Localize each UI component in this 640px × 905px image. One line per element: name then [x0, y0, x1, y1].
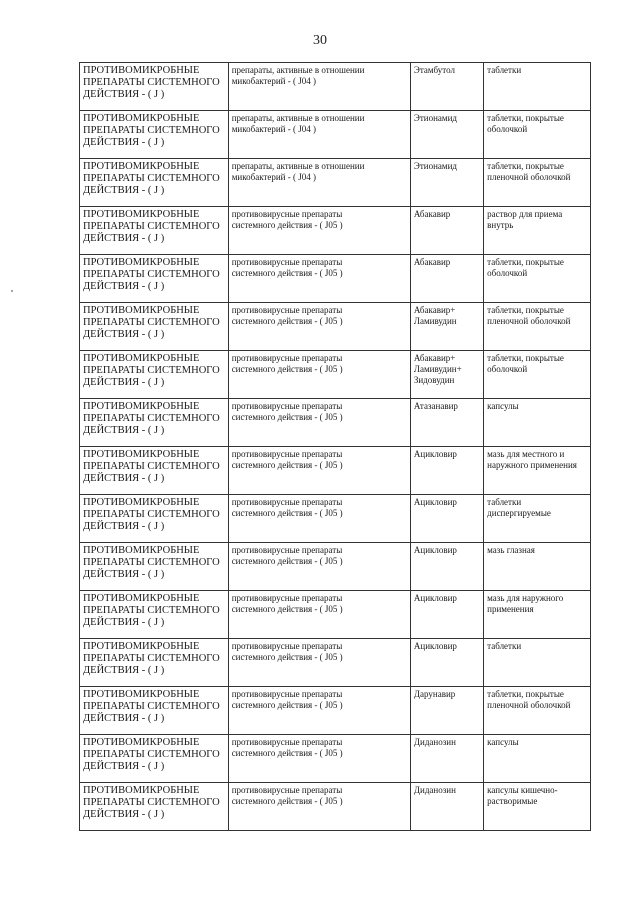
- drug-name-cell: [410, 303, 483, 351]
- subgroup-cell-text: противовирусные препараты системного действия - ( J05 ): [231, 545, 343, 566]
- table-row: [80, 111, 591, 159]
- table-row: [80, 495, 591, 543]
- drug-name-cell: [410, 351, 483, 399]
- table-row: [80, 159, 591, 207]
- dosage-form-cell-text: капсулы: [487, 737, 519, 747]
- subgroup-cell: [228, 111, 410, 159]
- subgroup-cell-text: противовирусные препараты системного действия - ( J05 ): [231, 353, 343, 374]
- group-cell-text: ПРОТИВОМИКРОБНЫЕ ПРЕПАРАТЫ СИСТЕМНОГО ДЕЙСТВИЯ - ( J ): [83, 497, 220, 532]
- subgroup-cell: [228, 303, 410, 351]
- drug-name-cell: [410, 207, 483, 255]
- group-cell-text: ПРОТИВОМИКРОБНЫЕ ПРЕПАРАТЫ СИСТЕМНОГО ДЕЙСТВИЯ - ( J ): [83, 305, 220, 340]
- drug-name-cell-text: Этионамид: [413, 161, 457, 171]
- subgroup-cell-text: противовирусные препараты системного действия - ( J05 ): [231, 449, 343, 470]
- group-cell: [80, 687, 229, 735]
- drug-name-cell: [410, 687, 483, 735]
- subgroup-cell: [228, 447, 410, 495]
- table-row: [80, 687, 591, 735]
- drug-name-cell-text: Дарунавир: [413, 689, 456, 699]
- dosage-form-cell-text: таблетки: [487, 641, 522, 651]
- group-cell: [80, 255, 229, 303]
- group-cell-text: ПРОТИВОМИКРОБНЫЕ ПРЕПАРАТЫ СИСТЕМНОГО ДЕЙСТВИЯ - ( J ): [83, 353, 220, 388]
- dosage-form-cell: [484, 543, 591, 591]
- subgroup-cell-text: препараты, активные в отношении микобактерий - ( J04 ): [231, 65, 365, 86]
- table-row: [80, 447, 591, 495]
- drug-name-cell: [410, 783, 483, 831]
- drug-name-cell: [410, 639, 483, 687]
- group-cell-text: ПРОТИВОМИКРОБНЫЕ ПРЕПАРАТЫ СИСТЕМНОГО ДЕЙСТВИЯ - ( J ): [83, 641, 220, 676]
- subgroup-cell: [228, 399, 410, 447]
- dosage-form-cell: [484, 207, 591, 255]
- table-row: [80, 63, 591, 111]
- dosage-form-cell-text: раствор для приема внутрь: [487, 209, 563, 230]
- dosage-form-cell-text: таблетки, покрытые оболочкой: [487, 353, 564, 374]
- table-body: [80, 63, 591, 831]
- subgroup-cell-text: препараты, активные в отношении микобактерий - ( J04 ): [231, 113, 365, 134]
- group-cell-text: ПРОТИВОМИКРОБНЫЕ ПРЕПАРАТЫ СИСТЕМНОГО ДЕЙСТВИЯ - ( J ): [83, 449, 220, 484]
- group-cell: [80, 495, 229, 543]
- table-row: [80, 255, 591, 303]
- drug-name-cell: [410, 111, 483, 159]
- subgroup-cell-text: препараты, активные в отношении микобактерий - ( J04 ): [231, 161, 365, 182]
- group-cell-text: ПРОТИВОМИКРОБНЫЕ ПРЕПАРАТЫ СИСТЕМНОГО ДЕЙСТВИЯ - ( J ): [83, 545, 220, 580]
- group-cell: [80, 447, 229, 495]
- drug-list-table: [79, 62, 591, 831]
- drug-name-cell-text: Абакавир+ Ламивудин+ Зидовудин: [413, 353, 462, 385]
- drug-name-cell-text: Этионамид: [413, 113, 457, 123]
- group-cell: [80, 543, 229, 591]
- group-cell: [80, 207, 229, 255]
- drug-name-cell-text: Этамбутол: [413, 65, 455, 75]
- table-row: [80, 591, 591, 639]
- group-cell: [80, 63, 229, 111]
- table-row: [80, 303, 591, 351]
- dosage-form-cell: [484, 255, 591, 303]
- group-cell-text: ПРОТИВОМИКРОБНЫЕ ПРЕПАРАТЫ СИСТЕМНОГО ДЕЙСТВИЯ - ( J ): [83, 161, 220, 196]
- subgroup-cell-text: противовирусные препараты системного действия - ( J05 ): [231, 689, 343, 710]
- dosage-form-cell-text: мазь для наружного применения: [487, 593, 564, 614]
- dosage-form-cell: [484, 687, 591, 735]
- dosage-form-cell-text: таблетки: [487, 65, 522, 75]
- subgroup-cell: [228, 783, 410, 831]
- subgroup-cell-text: противовирусные препараты системного действия - ( J05 ): [231, 785, 343, 806]
- dosage-form-cell-text: капсулы кишечно- растворимые: [487, 785, 558, 806]
- group-cell: [80, 639, 229, 687]
- subgroup-cell: [228, 687, 410, 735]
- subgroup-cell-text: противовирусные препараты системного действия - ( J05 ): [231, 305, 343, 326]
- drug-name-cell: [410, 591, 483, 639]
- group-cell-text: ПРОТИВОМИКРОБНЫЕ ПРЕПАРАТЫ СИСТЕМНОГО ДЕЙСТВИЯ - ( J ): [83, 689, 220, 724]
- drug-name-cell: [410, 495, 483, 543]
- group-cell: [80, 351, 229, 399]
- subgroup-cell-text: противовирусные препараты системного действия - ( J05 ): [231, 209, 343, 230]
- drug-name-cell-text: Ацикловир: [413, 545, 457, 555]
- subgroup-cell: [228, 207, 410, 255]
- drug-name-cell-text: Ацикловир: [413, 449, 457, 459]
- subgroup-cell-text: противовирусные препараты системного действия - ( J05 ): [231, 497, 343, 518]
- dosage-form-cell: [484, 591, 591, 639]
- table-row: [80, 399, 591, 447]
- dosage-form-cell: [484, 351, 591, 399]
- page-number: 30: [313, 33, 327, 48]
- drug-name-cell: [410, 543, 483, 591]
- subgroup-cell-text: противовирусные препараты системного действия - ( J05 ): [231, 593, 343, 614]
- dosage-form-cell-text: таблетки, покрытые пленочной оболочкой: [487, 161, 571, 182]
- group-cell-text: ПРОТИВОМИКРОБНЫЕ ПРЕПАРАТЫ СИСТЕМНОГО ДЕЙСТВИЯ - ( J ): [83, 113, 220, 148]
- group-cell-text: ПРОТИВОМИКРОБНЫЕ ПРЕПАРАТЫ СИСТЕМНОГО ДЕЙСТВИЯ - ( J ): [83, 785, 220, 820]
- dosage-form-cell-text: мазь для местного и наружного применения: [487, 449, 577, 470]
- dosage-form-cell-text: таблетки, покрытые оболочкой: [487, 257, 564, 278]
- drug-name-cell: [410, 735, 483, 783]
- group-cell-text: ПРОТИВОМИКРОБНЫЕ ПРЕПАРАТЫ СИСТЕМНОГО ДЕЙСТВИЯ - ( J ): [83, 65, 220, 100]
- group-cell: [80, 159, 229, 207]
- dosage-form-cell: [484, 639, 591, 687]
- subgroup-cell: [228, 591, 410, 639]
- drug-name-cell-text: Ацикловир: [413, 593, 457, 603]
- subgroup-cell: [228, 255, 410, 303]
- group-cell-text: ПРОТИВОМИКРОБНЫЕ ПРЕПАРАТЫ СИСТЕМНОГО ДЕЙСТВИЯ - ( J ): [83, 737, 220, 772]
- dosage-form-cell-text: таблетки, покрытые пленочной оболочкой: [487, 689, 571, 710]
- drug-name-cell-text: Диданозин: [413, 785, 456, 795]
- drug-name-cell: [410, 159, 483, 207]
- subgroup-cell: [228, 543, 410, 591]
- drug-name-cell-text: Абакавир: [413, 257, 451, 267]
- group-cell-text: ПРОТИВОМИКРОБНЫЕ ПРЕПАРАТЫ СИСТЕМНОГО ДЕЙСТВИЯ - ( J ): [83, 593, 220, 628]
- group-cell: [80, 591, 229, 639]
- dosage-form-cell-text: таблетки диспергируемые: [487, 497, 551, 518]
- group-cell-text: ПРОТИВОМИКРОБНЫЕ ПРЕПАРАТЫ СИСТЕМНОГО ДЕЙСТВИЯ - ( J ): [83, 257, 220, 292]
- drug-name-cell-text: Ацикловир: [413, 641, 457, 651]
- group-cell: [80, 783, 229, 831]
- drug-name-cell: [410, 63, 483, 111]
- dosage-form-cell: [484, 447, 591, 495]
- group-cell: [80, 303, 229, 351]
- table-row: [80, 735, 591, 783]
- drug-name-cell: [410, 447, 483, 495]
- subgroup-cell-text: противовирусные препараты системного действия - ( J05 ): [231, 641, 343, 662]
- subgroup-cell: [228, 639, 410, 687]
- dosage-form-cell-text: капсулы: [487, 401, 519, 411]
- subgroup-cell: [228, 159, 410, 207]
- dosage-form-cell: [484, 159, 591, 207]
- drug-name-cell-text: Диданозин: [413, 737, 456, 747]
- table-row: [80, 207, 591, 255]
- subgroup-cell-text: противовирусные препараты системного действия - ( J05 ): [231, 257, 343, 278]
- group-cell-text: ПРОТИВОМИКРОБНЫЕ ПРЕПАРАТЫ СИСТЕМНОГО ДЕЙСТВИЯ - ( J ): [83, 209, 220, 244]
- drug-name-cell-text: Атазанавир: [413, 401, 458, 411]
- subgroup-cell: [228, 351, 410, 399]
- dosage-form-cell-text: мазь глазная: [487, 545, 535, 555]
- subgroup-cell: [228, 63, 410, 111]
- group-cell-text: ПРОТИВОМИКРОБНЫЕ ПРЕПАРАТЫ СИСТЕМНОГО ДЕЙСТВИЯ - ( J ): [83, 401, 220, 436]
- dosage-form-cell: [484, 495, 591, 543]
- table-row: [80, 783, 591, 831]
- drug-name-cell: [410, 399, 483, 447]
- dosage-form-cell: [484, 735, 591, 783]
- subgroup-cell-text: противовирусные препараты системного действия - ( J05 ): [231, 401, 343, 422]
- table-row: [80, 639, 591, 687]
- drug-name-cell: [410, 255, 483, 303]
- dosage-form-cell: [484, 303, 591, 351]
- dosage-form-cell: [484, 63, 591, 111]
- table-row: [80, 543, 591, 591]
- subgroup-cell: [228, 735, 410, 783]
- subgroup-cell-text: противовирусные препараты системного действия - ( J05 ): [231, 737, 343, 758]
- dosage-form-cell: [484, 399, 591, 447]
- dosage-form-cell: [484, 111, 591, 159]
- dosage-form-cell-text: таблетки, покрытые оболочкой: [487, 113, 564, 134]
- table-row: [80, 351, 591, 399]
- drug-name-cell-text: Абакавир+ Ламивудин: [413, 305, 457, 326]
- subgroup-cell: [228, 495, 410, 543]
- dosage-form-cell: [484, 783, 591, 831]
- drug-name-cell-text: Ацикловир: [413, 497, 457, 507]
- dosage-form-cell-text: таблетки, покрытые пленочной оболочкой: [487, 305, 571, 326]
- group-cell: [80, 399, 229, 447]
- group-cell: [80, 111, 229, 159]
- drug-name-cell-text: Абакавир: [413, 209, 451, 219]
- group-cell: [80, 735, 229, 783]
- scan-speck: [11, 290, 13, 292]
